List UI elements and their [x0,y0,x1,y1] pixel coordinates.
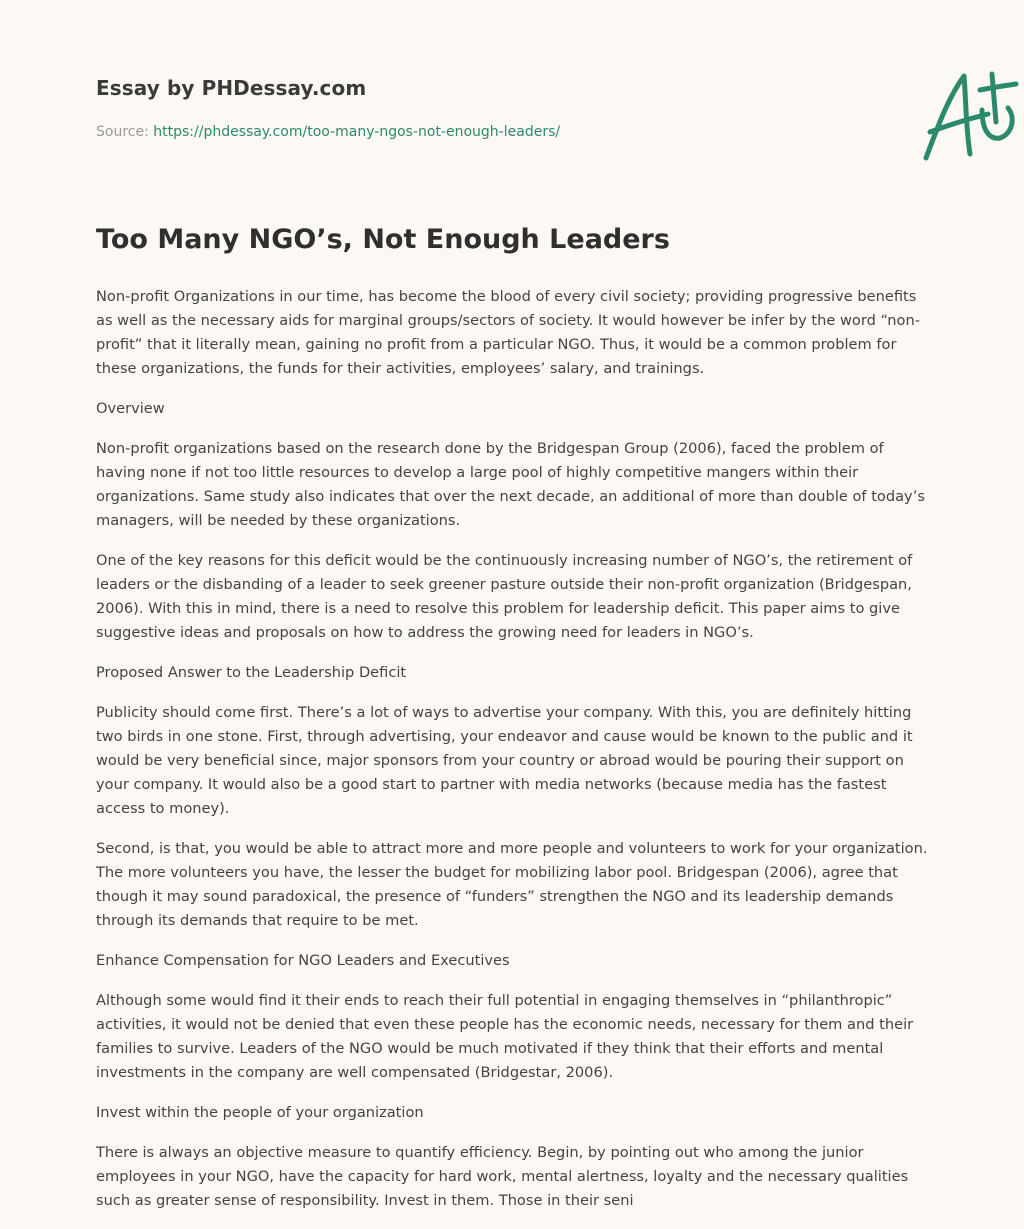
section-heading-overview: Overview [96,400,165,417]
body-paragraph: Second, is that, you would be able to attract more and more people and volunteers to work for your organization. The more volunteers you have, the lesser the budget for mobilizing labor pool. Bridgespan (2006), agree that though it may sound paradoxical, the presence of “funders” strengthen the NGO and its leadership demands through its demands that require to be met. [96,840,928,929]
section-heading-compensation: Enhance Compensation for NGO Leaders and Executives [96,952,510,969]
source-link[interactable]: https://phdessay.com/too-many-ngos-not-enough-leaders/ [153,124,561,140]
site-brand: Essay by PHDessay.com [96,76,367,100]
a-plus-grade-icon [916,68,1020,164]
source-line [96,124,560,140]
section-heading-invest-people: Invest within the people of your organization [96,1104,424,1121]
body-paragraph: There is always an objective measure to quantify efficiency. Begin, by pointing out who among the junior employees in your NGO, have the capacity for hard work, mental alertness, loyalty and the necessary qualities such as greater sense of responsibility. Invest in them. Those in their seni [96,1144,909,1209]
body-paragraph: Although some would find it their ends to reach their full potential in engaging themselves in “philanthropic” activities, it would not be denied that even these people has the economic needs, necessary for them and their families to survive. Leaders of the NGO would be much motivated if they think that their efforts and mental investments in the company are well compensated (Bridgestar, 2006). [96,992,914,1081]
source-label: Source: [96,124,149,140]
intro-paragraph: Non-profit Organizations in our time, has become the blood of every civil society; providing progressive benefits as well as the necessary aids for marginal groups/sectors of society. It would however be infer by the word “non-profit” that it literally mean, gaining no profit from a particular NGO. Thus, it would be a common problem for these organizations, the funds for their activities, employees’ salary, and trainings. [96,288,920,377]
essay-title: Too Many NGO’s, Not Enough Leaders [96,224,670,255]
essay-body [96,285,928,1229]
body-paragraph: Publicity should come first. There’s a lot of ways to advertise your company. With this, you are definitely hitting two birds in one stone. First, through advertising, your endeavor and cause would be known to the public and it would be very beneficial since, major sponsors from your country or abroad would be pouring their support on your company. It would also be a good start to partner with media networks (because media has the fastest access to money). [96,704,913,817]
section-heading-proposed-answer: Proposed Answer to the Leadership Deficit [96,664,407,681]
body-paragraph: Non-profit organizations based on the research done by the Bridgespan Group (2006), faced the problem of having none if not too little resources to develop a large pool of highly competitive mangers within their organizations. Same study also indicates that over the next decade, an additional of more than double of today’s managers, will be needed by these organizations. [96,440,925,529]
body-paragraph: One of the key reasons for this deficit would be the continuously increasing number of NGO’s, the retirement of leaders or the disbanding of a leader to seek greener pasture outside their non-profit organization (Bridgespan, 2006). With this in mind, there is a need to resolve this problem for leadership deficit. This paper aims to give suggestive ideas and proposals on how to address the growing need for leaders in NGO’s. [96,552,913,641]
